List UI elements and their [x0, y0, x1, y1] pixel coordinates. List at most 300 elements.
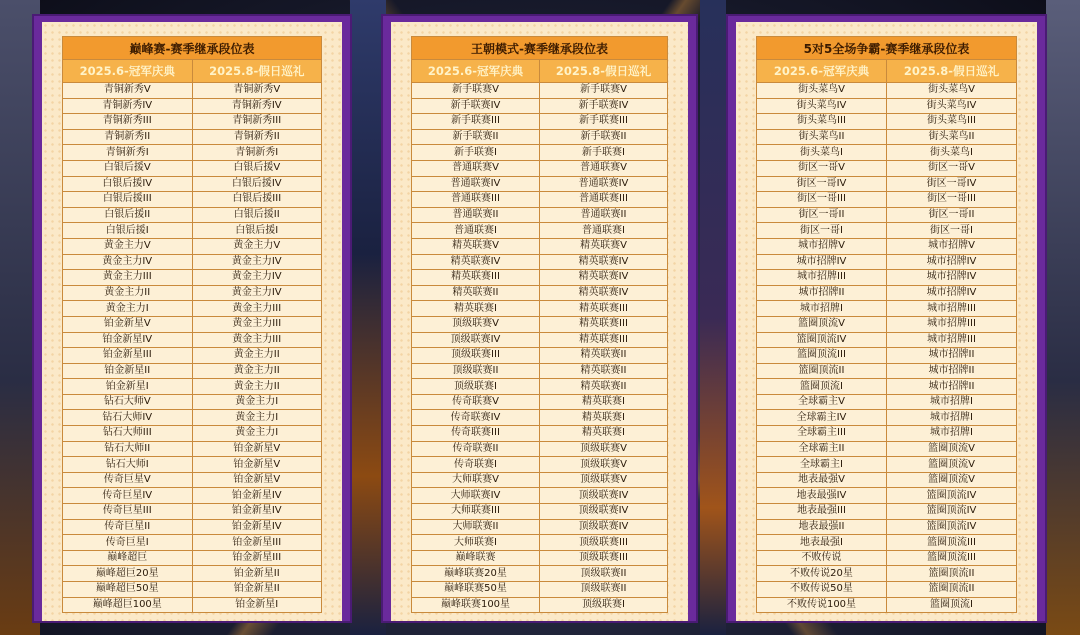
rank-to-cell: 精英联赛IV — [540, 285, 668, 301]
rank-from-cell: 街头菜鸟I — [757, 145, 887, 161]
rank-from-cell: 全球霸主II — [757, 441, 887, 457]
rank-to-cell: 街头菜鸟III — [887, 114, 1017, 130]
rank-from-cell: 巅峰联赛100星 — [412, 597, 540, 613]
table-row — [412, 441, 668, 457]
rank-to-cell: 新手联赛IV — [540, 98, 668, 114]
rank-to-cell: 城市招牌IV — [887, 270, 1017, 286]
table-row — [757, 98, 1017, 114]
rank-to-cell: 铂金新星IV — [192, 519, 322, 535]
rank-to-cell: 篮圈顶流IV — [887, 519, 1017, 535]
rank-to-cell: 黄金主力I — [192, 410, 322, 426]
rank-to-cell: 顶级联赛IV — [540, 504, 668, 520]
table-row — [63, 426, 322, 442]
rank-to-cell: 城市招牌III — [887, 316, 1017, 332]
rank-to-cell: 白银后援III — [192, 192, 322, 208]
rank-to-cell: 城市招牌I — [887, 394, 1017, 410]
rank-to-cell: 铂金新星III — [192, 535, 322, 551]
table-row — [757, 426, 1017, 442]
rank-from-cell: 巅峰联赛50星 — [412, 582, 540, 598]
table-row — [757, 535, 1017, 551]
table-row — [757, 379, 1017, 395]
rank-table-panel-dynasty — [381, 14, 698, 623]
rank-to-cell: 精英联赛III — [540, 301, 668, 317]
rank-from-cell: 地表最强V — [757, 472, 887, 488]
rank-to-cell: 街头菜鸟I — [887, 145, 1017, 161]
table-row — [412, 285, 668, 301]
rank-from-cell: 不败传说 — [757, 550, 887, 566]
rank-from-cell: 新手联赛I — [412, 145, 540, 161]
rank-to-cell: 精英联赛IV — [540, 270, 668, 286]
rank-to-cell: 铂金新星V — [192, 457, 322, 473]
rank-to-cell: 黄金主力III — [192, 301, 322, 317]
rank-from-cell: 顶级联赛II — [412, 363, 540, 379]
rank-to-cell: 篮圈顶流IV — [887, 504, 1017, 520]
rank-from-cell: 新手联赛IV — [412, 98, 540, 114]
table-row — [412, 363, 668, 379]
rank-from-cell: 铂金新星II — [63, 363, 193, 379]
rank-to-cell: 街区一哥I — [887, 223, 1017, 239]
rank-from-cell: 传奇巨星I — [63, 535, 193, 551]
rank-from-cell: 顶级联赛I — [412, 379, 540, 395]
rank-from-cell: 不败传说20星 — [757, 566, 887, 582]
rank-from-cell: 精英联赛II — [412, 285, 540, 301]
table-row — [63, 98, 322, 114]
rank-to-cell: 精英联赛I — [540, 394, 668, 410]
rank-to-cell: 白银后援II — [192, 207, 322, 223]
table-row — [412, 316, 668, 332]
rank-table — [411, 36, 668, 613]
rank-from-cell: 城市招牌IV — [757, 254, 887, 270]
rank-from-cell: 传奇联赛III — [412, 426, 540, 442]
rank-from-cell: 青铜新秀III — [63, 114, 193, 130]
table-row — [63, 472, 322, 488]
rank-to-cell: 黄金主力V — [192, 238, 322, 254]
table-row — [63, 83, 322, 99]
rank-to-cell: 篮圈顶流IV — [887, 488, 1017, 504]
rank-from-cell: 普通联赛IV — [412, 176, 540, 192]
table-row — [757, 207, 1017, 223]
table-row — [63, 504, 322, 520]
table-row — [412, 519, 668, 535]
table-row — [412, 582, 668, 598]
rank-from-cell: 城市招牌III — [757, 270, 887, 286]
rank-from-cell: 白银后援IV — [63, 176, 193, 192]
table-row — [412, 176, 668, 192]
table-row — [412, 301, 668, 317]
table-row — [63, 519, 322, 535]
table-row — [63, 254, 322, 270]
table-row — [63, 441, 322, 457]
rank-to-cell: 青铜新秀IV — [192, 98, 322, 114]
table-row — [757, 457, 1017, 473]
rank-from-cell: 巅峰超巨100星 — [63, 597, 193, 613]
rank-to-cell: 顶级联赛V — [540, 472, 668, 488]
rank-to-cell: 普通联赛IV — [540, 176, 668, 192]
table-row — [63, 379, 322, 395]
table-row — [757, 410, 1017, 426]
rank-to-cell: 新手联赛V — [540, 83, 668, 99]
table-row — [757, 83, 1017, 99]
rank-from-cell: 全球霸主I — [757, 457, 887, 473]
table-row — [412, 114, 668, 130]
table-row — [412, 207, 668, 223]
table-row — [63, 582, 322, 598]
rank-to-cell: 街区一哥V — [887, 160, 1017, 176]
rank-from-cell: 全球霸主III — [757, 426, 887, 442]
rank-from-cell: 青铜新秀I — [63, 145, 193, 161]
table-body — [757, 83, 1017, 613]
rank-to-cell: 铂金新星V — [192, 472, 322, 488]
rank-from-cell: 传奇巨星II — [63, 519, 193, 535]
rank-to-cell: 黄金主力IV — [192, 254, 322, 270]
rank-to-cell: 城市招牌III — [887, 301, 1017, 317]
rank-to-cell: 篮圈顶流II — [887, 566, 1017, 582]
table-row — [757, 488, 1017, 504]
rank-table — [62, 36, 322, 613]
table-row — [757, 129, 1017, 145]
table-row — [757, 566, 1017, 582]
rank-from-cell: 巅峰联赛20星 — [412, 566, 540, 582]
rank-to-cell: 铂金新星II — [192, 582, 322, 598]
table-row — [63, 535, 322, 551]
table-row — [412, 98, 668, 114]
rank-to-cell: 白银后援I — [192, 223, 322, 239]
table-row — [412, 160, 668, 176]
rank-from-cell: 新手联赛II — [412, 129, 540, 145]
panel-inner — [736, 22, 1037, 621]
rank-to-cell: 黄金主力II — [192, 348, 322, 364]
table-row — [412, 488, 668, 504]
rank-from-cell: 传奇巨星III — [63, 504, 193, 520]
rank-from-cell: 街头菜鸟III — [757, 114, 887, 130]
rank-to-cell: 普通联赛III — [540, 192, 668, 208]
rank-to-cell: 黄金主力II — [192, 379, 322, 395]
rank-from-cell: 顶级联赛V — [412, 316, 540, 332]
table-row — [63, 332, 322, 348]
rank-from-cell: 街头菜鸟IV — [757, 98, 887, 114]
table-row — [412, 348, 668, 364]
rank-from-cell: 城市招牌V — [757, 238, 887, 254]
table-row — [757, 332, 1017, 348]
rank-from-cell: 钻石大师IV — [63, 410, 193, 426]
table-title: 巅峰赛-赛季继承段位表 — [63, 37, 322, 60]
rank-from-cell: 精英联赛I — [412, 301, 540, 317]
rank-from-cell: 传奇联赛I — [412, 457, 540, 473]
table-row — [412, 535, 668, 551]
rank-to-cell: 顶级联赛I — [540, 597, 668, 613]
rank-from-cell: 篮圈顶流IV — [757, 332, 887, 348]
rank-to-cell: 街区一哥IV — [887, 176, 1017, 192]
rank-to-cell: 篮圈顶流V — [887, 472, 1017, 488]
rank-from-cell: 街区一哥I — [757, 223, 887, 239]
table-row — [757, 223, 1017, 239]
rank-from-cell: 钻石大师III — [63, 426, 193, 442]
column-header-to: 2025.8-假日巡礼 — [192, 60, 322, 83]
rank-from-cell: 青铜新秀II — [63, 129, 193, 145]
column-header-to: 2025.8-假日巡礼 — [887, 60, 1017, 83]
table-row — [412, 504, 668, 520]
rank-to-cell: 城市招牌III — [887, 332, 1017, 348]
rank-from-cell: 普通联赛III — [412, 192, 540, 208]
rank-from-cell: 精英联赛III — [412, 270, 540, 286]
rank-from-cell: 全球霸主V — [757, 394, 887, 410]
rank-from-cell: 顶级联赛IV — [412, 332, 540, 348]
rank-to-cell: 篮圈顶流V — [887, 441, 1017, 457]
rank-to-cell: 精英联赛III — [540, 316, 668, 332]
table-row — [63, 316, 322, 332]
table-row — [412, 129, 668, 145]
table-row — [63, 394, 322, 410]
rank-from-cell: 黄金主力III — [63, 270, 193, 286]
rank-to-cell: 顶级联赛III — [540, 550, 668, 566]
rank-to-cell: 新手联赛II — [540, 129, 668, 145]
rank-to-cell: 铂金新星IV — [192, 488, 322, 504]
rank-from-cell: 新手联赛III — [412, 114, 540, 130]
rank-table — [756, 36, 1017, 613]
rank-to-cell: 城市招牌IV — [887, 254, 1017, 270]
rank-to-cell: 顶级联赛V — [540, 441, 668, 457]
rank-from-cell: 黄金主力I — [63, 301, 193, 317]
table-row — [757, 270, 1017, 286]
rank-from-cell: 大师联赛II — [412, 519, 540, 535]
table-row — [63, 457, 322, 473]
rank-to-cell: 城市招牌IV — [887, 285, 1017, 301]
table-body — [63, 83, 322, 613]
table-row — [63, 597, 322, 613]
rank-from-cell: 黄金主力IV — [63, 254, 193, 270]
rank-from-cell: 街区一哥III — [757, 192, 887, 208]
rank-to-cell: 黄金主力III — [192, 316, 322, 332]
table-row — [757, 472, 1017, 488]
table-row — [757, 441, 1017, 457]
rank-from-cell: 巅峰超巨 — [63, 550, 193, 566]
rank-to-cell: 城市招牌V — [887, 238, 1017, 254]
rank-from-cell: 新手联赛V — [412, 83, 540, 99]
rank-to-cell: 篮圈顶流III — [887, 550, 1017, 566]
table-row — [63, 301, 322, 317]
rank-to-cell: 铂金新星III — [192, 550, 322, 566]
table-row — [412, 457, 668, 473]
table-row — [412, 566, 668, 582]
rank-to-cell: 精英联赛V — [540, 238, 668, 254]
panel-inner — [391, 22, 688, 621]
rank-to-cell: 顶级联赛IV — [540, 519, 668, 535]
table-row — [757, 582, 1017, 598]
table-row — [63, 348, 322, 364]
table-row — [412, 410, 668, 426]
table-title: 5对5全场争霸-赛季继承段位表 — [757, 37, 1017, 60]
panel-inner — [42, 22, 342, 621]
rank-to-cell: 黄金主力IV — [192, 270, 322, 286]
table-row — [63, 238, 322, 254]
table-row — [412, 550, 668, 566]
rank-to-cell: 城市招牌I — [887, 410, 1017, 426]
rank-to-cell: 篮圈顶流V — [887, 457, 1017, 473]
table-row — [412, 597, 668, 613]
table-row — [412, 192, 668, 208]
rank-to-cell: 黄金主力III — [192, 332, 322, 348]
table-row — [412, 472, 668, 488]
background-player-art-2 — [700, 0, 726, 635]
rank-to-cell: 街区一哥II — [887, 207, 1017, 223]
rank-from-cell: 大师联赛V — [412, 472, 540, 488]
rank-to-cell: 城市招牌II — [887, 379, 1017, 395]
rank-to-cell: 城市招牌II — [887, 363, 1017, 379]
table-row — [412, 145, 668, 161]
rank-from-cell: 黄金主力II — [63, 285, 193, 301]
rank-from-cell: 大师联赛IV — [412, 488, 540, 504]
rank-to-cell: 街区一哥III — [887, 192, 1017, 208]
table-row — [63, 129, 322, 145]
rank-from-cell: 白银后援I — [63, 223, 193, 239]
rank-from-cell: 地表最强I — [757, 535, 887, 551]
rank-from-cell: 钻石大师I — [63, 457, 193, 473]
rank-to-cell: 街头菜鸟II — [887, 129, 1017, 145]
rank-to-cell: 青铜新秀V — [192, 83, 322, 99]
rank-to-cell: 精英联赛IV — [540, 254, 668, 270]
column-header-from: 2025.6-冠军庆典 — [63, 60, 193, 83]
rank-to-cell: 精英联赛I — [540, 410, 668, 426]
rank-to-cell: 精英联赛II — [540, 348, 668, 364]
rank-from-cell: 传奇联赛II — [412, 441, 540, 457]
rank-to-cell: 顶级联赛II — [540, 566, 668, 582]
table-row — [63, 207, 322, 223]
rank-to-cell: 城市招牌I — [887, 426, 1017, 442]
rank-to-cell: 普通联赛I — [540, 223, 668, 239]
table-row — [63, 488, 322, 504]
rank-to-cell: 顶级联赛III — [540, 535, 668, 551]
table-row — [63, 566, 322, 582]
rank-to-cell: 铂金新星IV — [192, 504, 322, 520]
rank-from-cell: 青铜新秀V — [63, 83, 193, 99]
rank-from-cell: 钻石大师II — [63, 441, 193, 457]
rank-from-cell: 篮圈顶流I — [757, 379, 887, 395]
table-row — [63, 270, 322, 286]
table-row — [412, 254, 668, 270]
rank-to-cell: 精英联赛III — [540, 332, 668, 348]
rank-to-cell: 街头菜鸟IV — [887, 98, 1017, 114]
rank-from-cell: 全球霸主IV — [757, 410, 887, 426]
rank-from-cell: 钻石大师V — [63, 394, 193, 410]
table-row — [757, 550, 1017, 566]
table-row — [412, 83, 668, 99]
rank-from-cell: 大师联赛III — [412, 504, 540, 520]
table-row — [412, 379, 668, 395]
rank-from-cell: 普通联赛I — [412, 223, 540, 239]
rank-from-cell: 大师联赛I — [412, 535, 540, 551]
rank-from-cell: 地表最强IV — [757, 488, 887, 504]
rank-from-cell: 巅峰超巨50星 — [63, 582, 193, 598]
rank-to-cell: 青铜新秀III — [192, 114, 322, 130]
rank-to-cell: 铂金新星V — [192, 441, 322, 457]
rank-to-cell: 篮圈顶流II — [887, 582, 1017, 598]
table-row — [757, 519, 1017, 535]
rank-from-cell: 城市招牌I — [757, 301, 887, 317]
table-row — [757, 254, 1017, 270]
rank-to-cell: 普通联赛V — [540, 160, 668, 176]
table-row — [63, 192, 322, 208]
table-title: 王朝模式-赛季继承段位表 — [412, 37, 668, 60]
rank-from-cell: 铂金新星V — [63, 316, 193, 332]
rank-to-cell: 黄金主力IV — [192, 285, 322, 301]
table-row — [757, 394, 1017, 410]
rank-from-cell: 精英联赛IV — [412, 254, 540, 270]
rank-to-cell: 新手联赛III — [540, 114, 668, 130]
rank-table-panel-peak — [32, 14, 352, 623]
rank-to-cell: 精英联赛II — [540, 379, 668, 395]
table-row — [757, 316, 1017, 332]
table-row — [412, 394, 668, 410]
rank-from-cell: 传奇巨星IV — [63, 488, 193, 504]
rank-from-cell: 精英联赛V — [412, 238, 540, 254]
rank-from-cell: 传奇联赛IV — [412, 410, 540, 426]
table-row — [63, 410, 322, 426]
table-row — [757, 363, 1017, 379]
rank-from-cell: 铂金新星I — [63, 379, 193, 395]
table-row — [63, 114, 322, 130]
rank-to-cell: 顶级联赛V — [540, 457, 668, 473]
table-row — [63, 550, 322, 566]
rank-from-cell: 不败传说50星 — [757, 582, 887, 598]
rank-from-cell: 铂金新星III — [63, 348, 193, 364]
table-row — [757, 114, 1017, 130]
table-row — [63, 176, 322, 192]
rank-to-cell: 黄金主力I — [192, 394, 322, 410]
rank-from-cell: 铂金新星IV — [63, 332, 193, 348]
rank-from-cell: 传奇联赛V — [412, 394, 540, 410]
rank-from-cell: 街区一哥IV — [757, 176, 887, 192]
rank-to-cell: 铂金新星II — [192, 566, 322, 582]
rank-from-cell: 街头菜鸟V — [757, 83, 887, 99]
background-right-art — [1046, 0, 1080, 635]
table-row — [412, 238, 668, 254]
table-row — [412, 223, 668, 239]
table-row — [63, 363, 322, 379]
rank-to-cell: 新手联赛I — [540, 145, 668, 161]
table-row — [757, 285, 1017, 301]
table-row — [63, 160, 322, 176]
rank-from-cell: 不败传说100星 — [757, 597, 887, 613]
rank-from-cell: 篮圈顶流II — [757, 363, 887, 379]
rank-from-cell: 普通联赛II — [412, 207, 540, 223]
rank-from-cell: 街区一哥II — [757, 207, 887, 223]
column-header-from: 2025.6-冠军庆典 — [412, 60, 540, 83]
rank-to-cell: 青铜新秀I — [192, 145, 322, 161]
rank-from-cell: 巅峰超巨20星 — [63, 566, 193, 582]
rank-to-cell: 白银后援V — [192, 160, 322, 176]
rank-to-cell: 精英联赛I — [540, 426, 668, 442]
table-row — [63, 285, 322, 301]
rank-to-cell: 普通联赛II — [540, 207, 668, 223]
rank-table-panel-5v5 — [726, 14, 1047, 623]
table-row — [63, 223, 322, 239]
rank-from-cell: 青铜新秀IV — [63, 98, 193, 114]
rank-from-cell: 白银后援III — [63, 192, 193, 208]
rank-from-cell: 黄金主力V — [63, 238, 193, 254]
rank-from-cell: 白银后援II — [63, 207, 193, 223]
rank-to-cell: 顶级联赛II — [540, 582, 668, 598]
table-row — [757, 192, 1017, 208]
table-row — [757, 176, 1017, 192]
rank-to-cell: 青铜新秀II — [192, 129, 322, 145]
table-body — [412, 83, 668, 613]
rank-from-cell: 篮圈顶流III — [757, 348, 887, 364]
table-row — [412, 270, 668, 286]
rank-from-cell: 地表最强II — [757, 519, 887, 535]
table-row — [757, 160, 1017, 176]
rank-from-cell: 顶级联赛III — [412, 348, 540, 364]
rank-to-cell: 顶级联赛IV — [540, 488, 668, 504]
